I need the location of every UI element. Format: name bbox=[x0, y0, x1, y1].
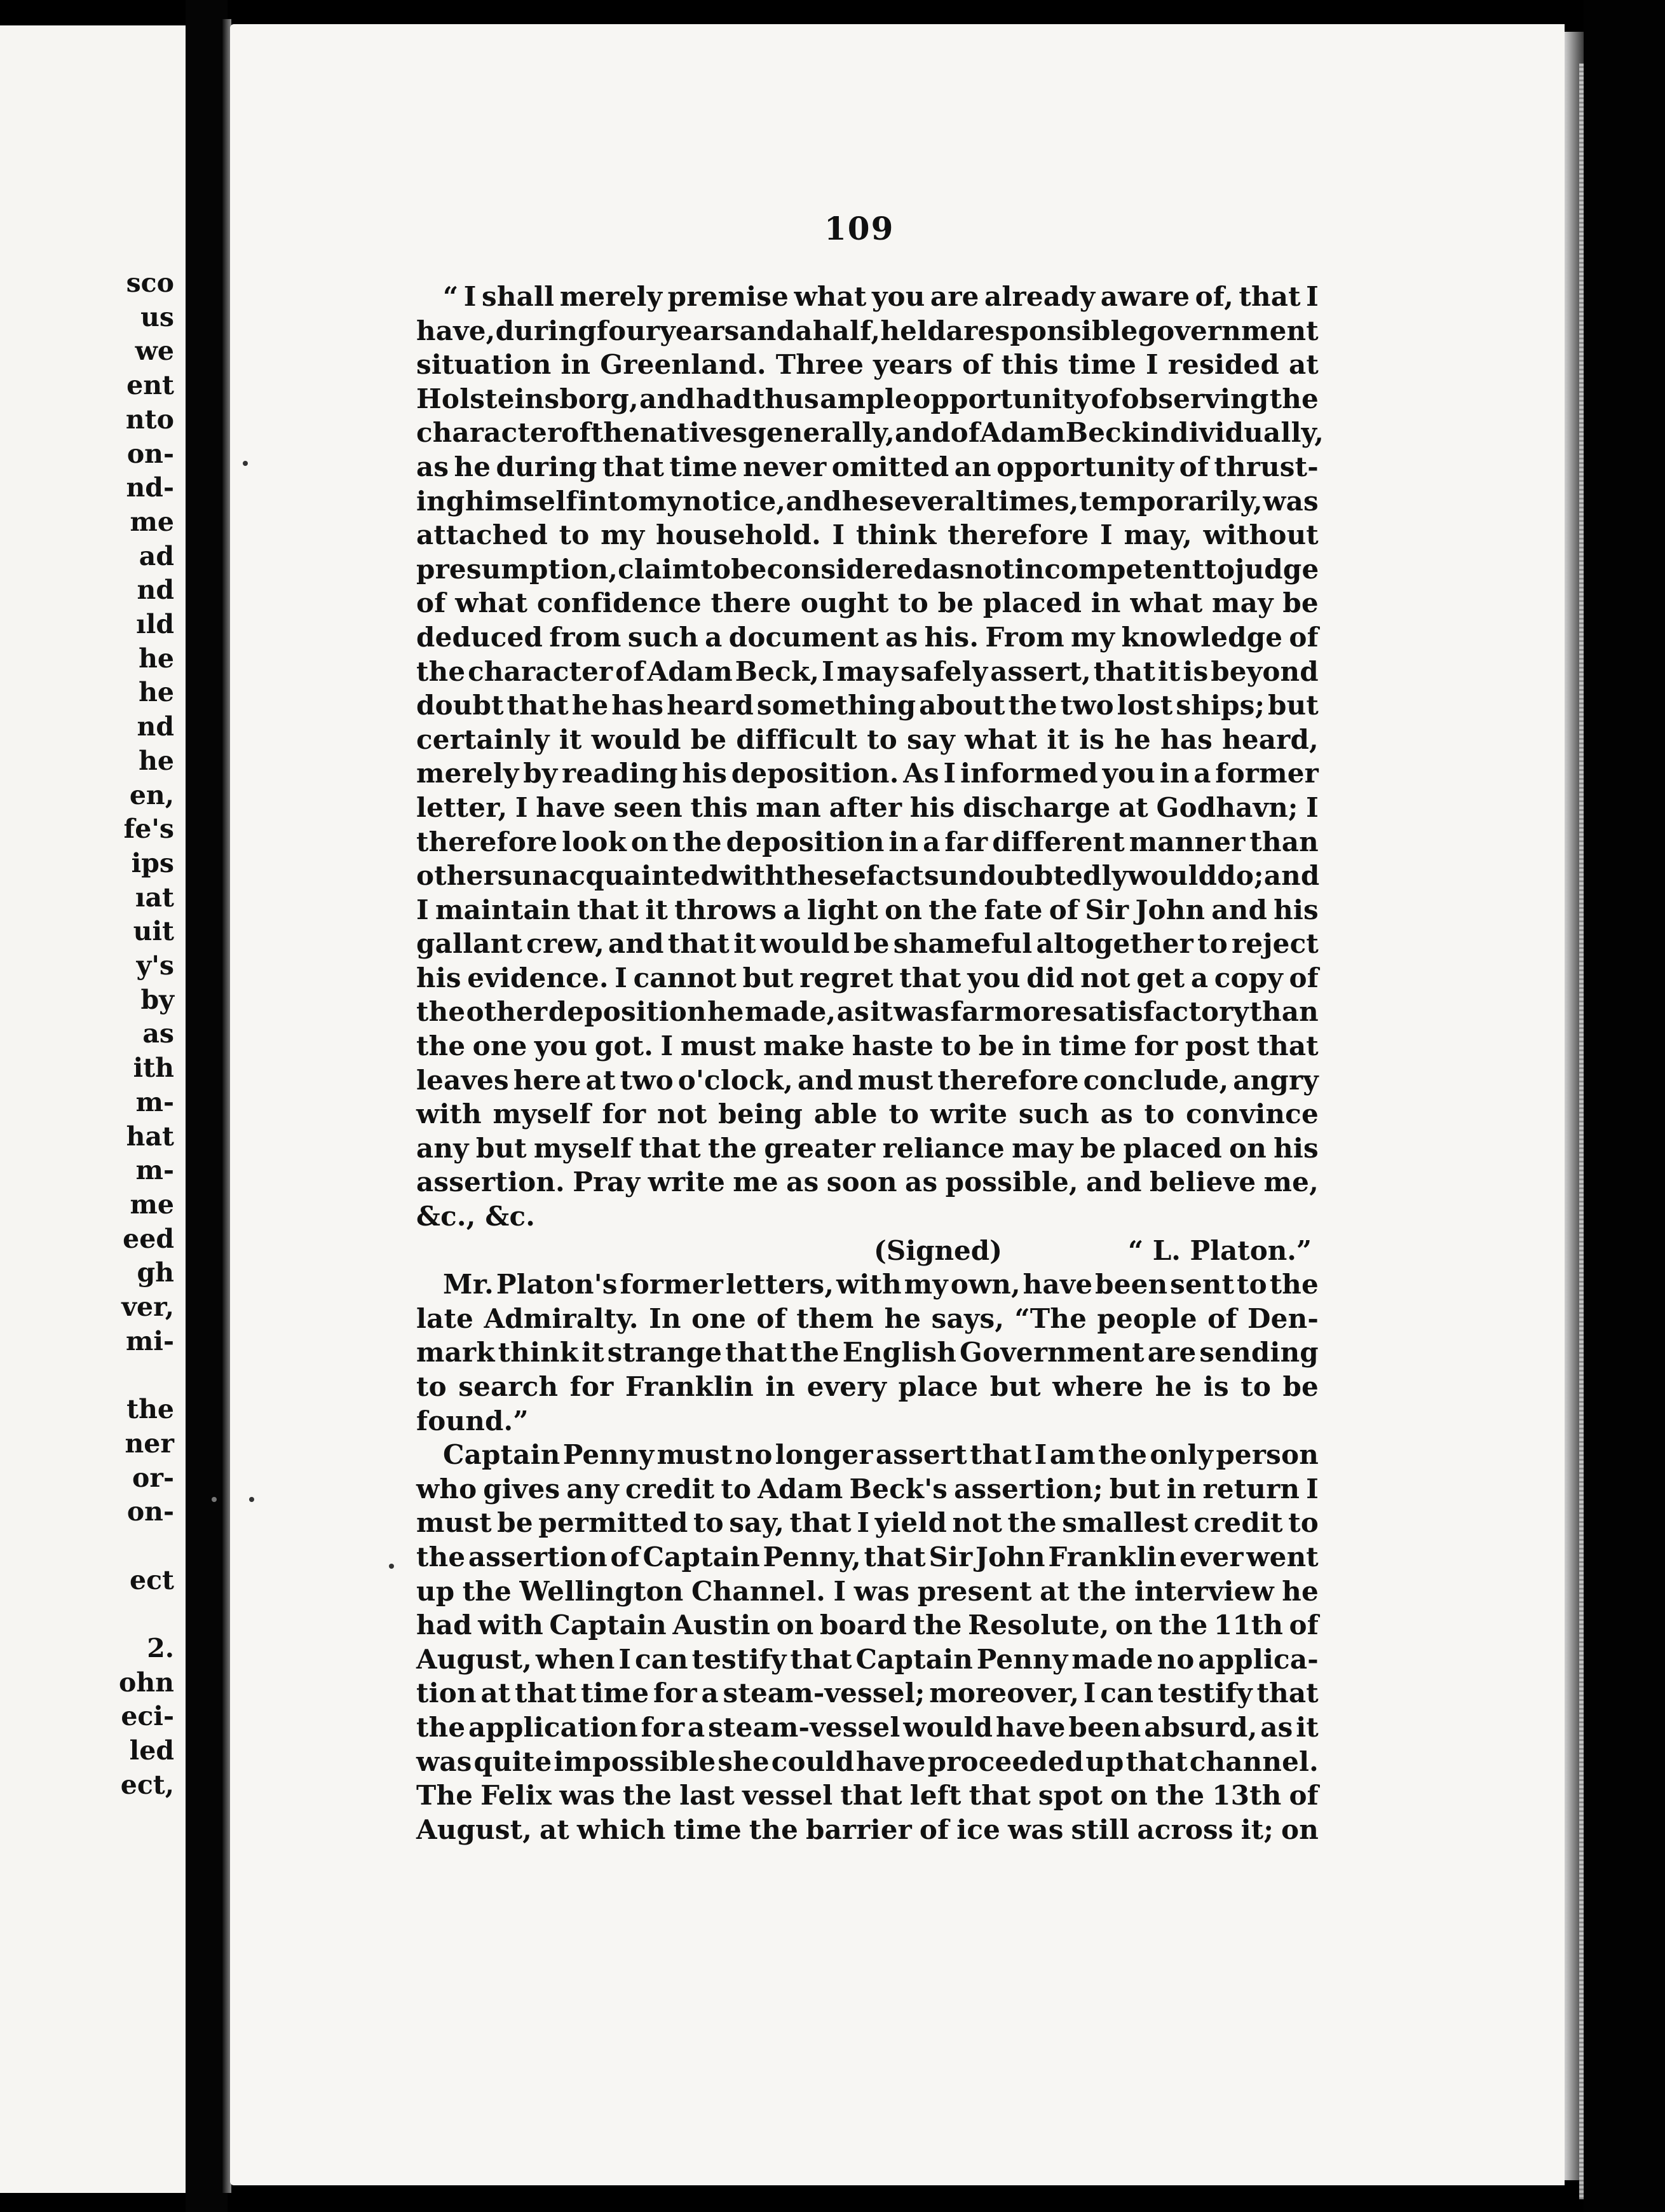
text-line: assertion. Pray write me as soon as possible, and believe me, bbox=[416, 1166, 1319, 1198]
left-page-text-fragment: or- bbox=[132, 1462, 174, 1493]
text-line: had with Captain Austin on board the Resolute, on the 11th of bbox=[416, 1609, 1319, 1641]
text-line: the assertion of Captain Penny, that Sir John Franklin ever went bbox=[416, 1541, 1319, 1573]
signed-label: (Signed) bbox=[874, 1234, 1003, 1266]
text-line: ing himself into my notice, and he several times, temporarily, was bbox=[416, 485, 1319, 517]
left-page-text-fragment: ect bbox=[130, 1564, 174, 1595]
left-page-text-fragment: me bbox=[130, 506, 174, 537]
text-line: tion at that time for a steam-vessel; moreover, I can testify that bbox=[416, 1677, 1319, 1709]
scan-speck bbox=[243, 461, 248, 466]
text-line: mark think it strange that the English Government are sending bbox=[416, 1337, 1319, 1369]
text-line: the other deposition he made, as it was far more satisfactory than bbox=[416, 996, 1319, 1028]
text-line: must be permitted to say, that I yield not the smallest credit to bbox=[416, 1507, 1319, 1539]
text-line: situation in Greenland. Three years of this time I resided at bbox=[416, 349, 1319, 381]
scan-border-right bbox=[1584, 0, 1665, 2212]
left-page-text-fragment: ips bbox=[131, 847, 174, 878]
text-line: late Admiralty. In one of them he says, “The people of Den- bbox=[416, 1302, 1319, 1334]
left-page-text-fragment: m- bbox=[135, 1086, 174, 1117]
left-page-text-fragment: 2. bbox=[147, 1633, 174, 1663]
left-page-text-fragment: gh bbox=[137, 1257, 174, 1288]
text-line: August, at which time the barrier of ice was still across it; on bbox=[416, 1813, 1319, 1845]
left-page-text-fragment: mi- bbox=[126, 1325, 174, 1356]
left-page-text-fragment: me bbox=[130, 1189, 174, 1220]
text-line: gallant crew, and that it would be shameful altogether to reject bbox=[416, 928, 1319, 960]
text-line: the character of Adam Beck, I may safely assert, that it is beyond bbox=[416, 655, 1319, 687]
scan-speck bbox=[249, 1497, 254, 1502]
text-line: who gives any credit to Adam Beck's assertion; but in return I bbox=[416, 1473, 1319, 1505]
book-spine bbox=[186, 0, 228, 2212]
left-page-text-fragment: ith bbox=[133, 1053, 174, 1084]
left-page-text-fragment: on- bbox=[126, 1496, 174, 1527]
text-line: of what confidence there ought to be placed in what may be bbox=[416, 587, 1319, 619]
body-text bbox=[416, 280, 1324, 1847]
text-line: merely by reading his deposition. As I informed you in a former bbox=[416, 758, 1319, 789]
left-page-text-fragment: y's bbox=[136, 950, 174, 981]
text-line: doubt that he has heard something about the two lost ships; but bbox=[416, 690, 1319, 721]
left-page-text-fragment: nto bbox=[125, 404, 174, 435]
signed-name: “ L. Platon.” bbox=[1128, 1234, 1312, 1266]
left-page-text-fragment: ohn bbox=[119, 1667, 174, 1698]
text-line: Holsteinsborg, and had thus ample opportunity of observing the bbox=[416, 383, 1319, 414]
left-page-text-fragment: m- bbox=[135, 1155, 174, 1186]
text-line: the one you got. I must make haste to be in time for post that bbox=[416, 1030, 1319, 1062]
text-line: &c., &c. bbox=[416, 1201, 536, 1232]
left-page-text-fragment: sco bbox=[126, 268, 174, 298]
scan-speck bbox=[389, 1564, 394, 1569]
left-page-text-fragment: we bbox=[135, 336, 174, 367]
left-page-text-fragment: us bbox=[140, 301, 174, 332]
text-line: his evidence. I cannot but regret that you did not get a copy of bbox=[416, 962, 1319, 993]
text-line: have, during four years and a half, held a responsible government bbox=[416, 315, 1319, 346]
left-page-text-fragment: nd bbox=[137, 711, 174, 742]
left-page-text-fragment: he bbox=[139, 745, 174, 776]
left-page-text-fragment: ent bbox=[126, 370, 174, 401]
left-page-text-fragment: nd bbox=[137, 575, 174, 606]
signature-line bbox=[416, 1234, 1319, 1268]
text-line: I maintain that it throws a light on the fate of Sir John and his bbox=[416, 894, 1319, 925]
left-page-text-fragment: eed bbox=[123, 1223, 174, 1254]
left-page-text-fragment: the bbox=[126, 1394, 174, 1425]
text-line: “ I shall merely premise what you are already aware of, that I bbox=[443, 281, 1319, 312]
text-line: letter, I have seen this man after his discharge at Godhavn; I bbox=[416, 791, 1319, 823]
text-line: character of the natives generally, and of Adam Beck individually, bbox=[416, 417, 1324, 449]
text-line: Mr. Platon's former letters, with my own, have been sent to the bbox=[443, 1269, 1319, 1301]
text-line: with myself for not being able to write such as to convince bbox=[416, 1098, 1319, 1130]
text-line: others unacquainted with these facts undoubtedly would do; and bbox=[416, 860, 1320, 892]
text-line: leaves here at two o'clock, and must therefore conclude, angry bbox=[416, 1064, 1319, 1096]
left-page-text-fragment: eci- bbox=[121, 1701, 174, 1732]
text-line: The Felix was the last vessel that left that spot on the 13th of bbox=[416, 1780, 1319, 1812]
left-page-text-fragment: he bbox=[139, 677, 174, 708]
left-page-text-fragment: ıat bbox=[135, 882, 174, 913]
text-line: was quite impossible she could have proceeded up that channel. bbox=[416, 1745, 1319, 1777]
left-page-text-fragment: ver, bbox=[121, 1292, 174, 1322]
page-number: 109 bbox=[824, 210, 895, 247]
left-page-text-fragment: ect, bbox=[120, 1769, 174, 1800]
left-page-text-fragment: en, bbox=[129, 779, 174, 810]
text-line: presumption, claim to be considered as not incompetent to judge bbox=[416, 553, 1319, 585]
left-page-text-fragment: uit bbox=[133, 916, 174, 947]
left-page-fragment bbox=[0, 25, 186, 2193]
left-page-text-fragment: ad bbox=[139, 540, 174, 571]
left-page-text-fragment: he bbox=[139, 643, 174, 674]
left-page-text-fragment: hat bbox=[126, 1121, 174, 1152]
text-line: deduced from such a document as his. From my knowledge of bbox=[416, 621, 1319, 653]
text-line: to search for Franklin in every place but where he is to be bbox=[416, 1371, 1319, 1402]
text-line: August, when I can testify that Captain Penny made no applica- bbox=[416, 1643, 1319, 1675]
left-page-text-fragment: nd- bbox=[126, 472, 174, 503]
left-page-text-fragment: as bbox=[142, 1018, 174, 1049]
left-page-text-fragment: ner bbox=[125, 1428, 174, 1459]
scan-speck bbox=[212, 1497, 217, 1502]
text-line: found.” bbox=[416, 1405, 529, 1437]
text-line: Captain Penny must no longer assert that I am the only person bbox=[443, 1439, 1319, 1471]
left-page-text-fragment: fe's bbox=[123, 814, 174, 845]
text-line: certainly it would be difficult to say what it is he has heard, bbox=[416, 723, 1319, 755]
text-line: any but myself that the greater reliance may be placed on his bbox=[416, 1132, 1319, 1164]
left-page-text-fragment: ıld bbox=[136, 609, 174, 639]
left-page-text-fragment: by bbox=[140, 984, 174, 1015]
text-line: attached to my household. I think therefore I may, without bbox=[416, 519, 1319, 551]
left-page-text-fragment: led bbox=[129, 1735, 174, 1766]
text-line: therefore look on the deposition in a far different manner than bbox=[416, 826, 1319, 857]
left-page-text-fragment: on- bbox=[126, 438, 174, 469]
text-line: as he during that time never omitted an opportunity of thrust- bbox=[416, 451, 1319, 482]
text-line: the application for a steam-vessel would have been absurd, as it bbox=[416, 1711, 1319, 1743]
text-line: up the Wellington Channel. I was present at the interview he bbox=[416, 1575, 1319, 1607]
